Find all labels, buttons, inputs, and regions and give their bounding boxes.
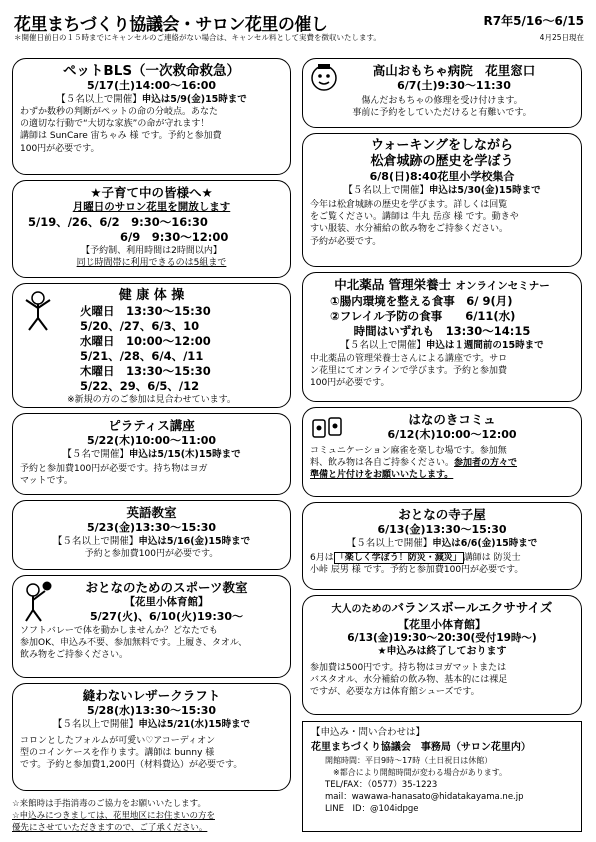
as-of-date: 4月25日現在 xyxy=(539,33,584,42)
condition: 【５名以上で開催】 xyxy=(346,537,433,549)
page-title: 花里まちづくり協議会・サロン花里の催し xyxy=(14,15,328,35)
deadline: 申込は１週間前の15時まで xyxy=(425,340,544,351)
card-title: バランスボールエクササイズ xyxy=(391,600,553,615)
card-hananoki-commu xyxy=(302,407,582,497)
description: 参加費は500円です。持ち物はヨガマットまたは バスタオル、水分補給の飲み物、基本的には裸足 ですが、必要な方は体育館シューズです。 xyxy=(310,662,508,697)
description: わずか数秒の判断がペットの命の分岐点。あなた の適切な行動で“大切な家族”の命が守れます！ 講師は SunCare 宙ちゃみ 様 です。予約と参加費 100円が必要です。 xyxy=(20,107,222,154)
description: 予約と参加費100円が必要です。 xyxy=(84,549,219,559)
condition: 【５名で開催】 xyxy=(62,448,129,460)
card-balance-ball xyxy=(302,595,582,715)
schedule-row: 火曜日 13:30～15:30 xyxy=(80,304,211,318)
card-title: おとなの寺子屋 xyxy=(398,507,486,522)
description: コミュニケーション麻雀を楽しむ場です。参加無 料、飲み物は各自ご持参ください。参加者の方々で 準備と片付けをお願いいたします。 xyxy=(310,445,518,480)
schedule-row: 5/19、/26、6/2 9:30～16:30 xyxy=(28,214,208,229)
card-title-suffix: オンラインセミナー xyxy=(455,280,550,292)
schedule-row: ②フレイル予防の食事 6/11(水) xyxy=(330,309,516,323)
contact-heading: 【申込み・問い合わせは】 xyxy=(311,727,426,738)
deadline: 申込は5/15(木)15時まで xyxy=(128,448,241,460)
schedule-row: 5/22、29、6/5、/12 xyxy=(80,379,200,393)
card-title: 健 康 体 操 xyxy=(118,288,185,303)
deadline: 申込は6/6(金)15時まで xyxy=(432,537,538,549)
volleyball-player-icon xyxy=(21,580,53,622)
venue: 【花里小体育館】 xyxy=(398,618,486,631)
card-pilates xyxy=(12,413,291,495)
exercise-icon xyxy=(21,290,55,332)
card-title: おとなのためのスポーツ教室 xyxy=(85,580,248,595)
contact-box xyxy=(302,721,582,832)
description: 6月は 「楽しく学ぼう！防災・減災」 講師は 防災士 小峠 辰男 様 です。予約と参加費100円が必要です。 xyxy=(310,553,524,576)
card-walking xyxy=(302,133,582,267)
description: 傷んだおもちゃの修理を受け付けます。 事前に予約をしていただけると有難いです。 xyxy=(352,95,532,118)
card-eigo xyxy=(12,500,291,570)
event-period: R7年5/16～6/15 xyxy=(483,14,584,28)
schedule-row: 木曜日 13:30～15:30 xyxy=(80,364,211,378)
card-omocha-byoin xyxy=(302,58,582,128)
note: ※新規の方のご参加は見合わせています。 xyxy=(67,395,236,405)
card-title: 縫わないレザークラフト xyxy=(82,688,221,703)
card-title: ウォーキングをしながら xyxy=(370,138,514,153)
condition: 【５名以上で開催】 xyxy=(52,718,139,730)
schedule-row: ①腸内環境を整える食事 6/ 9(月) xyxy=(330,294,513,308)
condition: 【５名以上で開催】 xyxy=(56,93,142,105)
card-subtitle: 月曜日のサロン花里を開放します xyxy=(72,201,231,213)
event-date: 5/22(木)10:00～11:00 xyxy=(86,434,217,447)
footer-notes xyxy=(12,798,292,834)
schedule-row: 5/21、/28、6/4、/11 xyxy=(80,349,204,363)
card-nakakita-seminar xyxy=(302,272,582,402)
toy-doctor-icon xyxy=(309,63,339,93)
card-title: 高山おもちゃ病院 花里窓口 xyxy=(372,63,536,78)
page-header xyxy=(14,10,584,42)
event-date: 5/27(火)、6/10(火)19:30～ xyxy=(89,609,244,623)
deadline: 申込は5/30(金)15時まで xyxy=(428,184,541,196)
tel-fax: TEL/FAX：（0577）35-1223 xyxy=(325,780,438,790)
deadline: 申込は5/9(金)15時まで xyxy=(141,93,247,105)
card-title: 英語教室 xyxy=(126,505,177,520)
description: 予約と参加費100円が必要です。持ち物はヨガ マットです。 xyxy=(20,464,208,487)
condition: 【５名以上で開催】 xyxy=(52,535,139,547)
deadline: 申込は5/21(水)15時まで xyxy=(138,718,251,730)
card-title-line2: 松倉城跡の歴史を学ぼう xyxy=(370,154,514,169)
opening-hours: 開館時間：平日9時～17時（土日祝日は休館） xyxy=(325,756,493,765)
event-date: 6/7(土)9:30～11:30 xyxy=(397,79,511,92)
card-title-prefix: 大人のための xyxy=(331,604,392,615)
condition: 【５名以上で開催】 xyxy=(343,184,429,196)
card-title: はなのきコミュ xyxy=(408,412,496,427)
description: ソフトバレーで体を動かしませんか？どなたでも 参加OK、申込み不要、参加無料です。上履き、タオル、 飲み物をご持参ください。 xyxy=(20,626,248,661)
description: 中北薬品の管理栄養士さんによる講座です。サロ ン花里にてオンラインで学びます。予約と参加費 100円が必要です。 xyxy=(310,353,508,388)
mahjong-tiles-icon xyxy=(311,416,345,440)
card-pet-bls xyxy=(12,58,291,175)
event-date: 6/12(木)10:00～12:00 xyxy=(387,428,517,441)
line-id: LINE ID：@104idpge xyxy=(325,804,419,814)
description: コロンとしたフォルムが可愛い♡アコーディオン 型のコインケースを作ります。講師は bunny 様 です。予約と参加費1,200円（材料費込）が必要です。 xyxy=(20,736,243,771)
card-title: ペットBLS（一次救命救急） xyxy=(62,63,241,79)
event-date: 5/17(土)14:00～16:00 xyxy=(86,79,217,92)
card-kenko-taiso xyxy=(12,283,291,408)
cancellation-notice: ＊開催日前日の１５時までにキャンセルのご連絡がない場合は、キャンセル料として実費を徴収いたします。 xyxy=(14,33,381,42)
condition: 【５名以上で開催】 xyxy=(340,340,426,351)
deadline: 申込は5/16(金)15時まで xyxy=(138,535,251,547)
card-terakoya xyxy=(302,502,582,590)
event-date: 6/13(金)19:30～20:30(受付19時～) xyxy=(347,631,537,644)
event-date: 5/28(水)13:30～15:30 xyxy=(86,704,217,717)
footer-note: ☆来館時は手指消毒のご協力をお願いいたします。 xyxy=(12,799,206,809)
event-date: 5/23(金)13:30～15:30 xyxy=(86,521,217,534)
card-sports xyxy=(12,575,291,678)
schedule-row: 水曜日 10:00～12:00 xyxy=(80,334,211,348)
closed-notice: ★申込みは終了しております xyxy=(377,646,507,657)
venue: 【花里小体育館】 xyxy=(124,596,209,608)
email-address[interactable]: mail：wawawa-hanasato@hidatakayama.ne.jp xyxy=(325,792,524,802)
card-title: ★子育て中の皆様へ★ xyxy=(90,185,213,200)
card-title: ピラティス講座 xyxy=(108,418,195,433)
event-date: 6/13(金)13:30～15:30 xyxy=(377,523,507,536)
hours-note: ※都合により開館時間が変わる場合があります。 xyxy=(333,768,508,777)
footer-note: 優先にさせていただきますので、ご了承ください。 xyxy=(12,823,208,833)
event-date: 6/8(日)8:40花里小学校集合 xyxy=(369,170,515,183)
description: 今年は松倉城跡の歴史を学びます。詳しくは回覧 をご覧ください。講師は 牛丸 岳彦 様 です。動きや すい服装、水分補給の飲み物をご持参ください。 予約が必要です。 xyxy=(310,200,519,247)
organization-name: 花里まちづくり協議会 事務局（サロン花里内） xyxy=(311,742,531,753)
footer-note: ☆申込みにつきましては、花里地区にお住まいの方を xyxy=(12,811,215,821)
card-kosodate xyxy=(12,180,291,278)
schedule-row: 6/9 9:30～12:00 xyxy=(120,229,229,244)
card-leather-craft xyxy=(12,683,291,791)
card-title: 中北薬品 管理栄養士 xyxy=(334,277,452,292)
schedule-row: 5/20、/27、6/3、10 xyxy=(80,319,200,333)
schedule-row: 時間はいずれも 13:30～14:15 xyxy=(353,324,531,338)
note: 【予約制、利用時間は2時間以内】 xyxy=(81,245,222,256)
note: 同じ時間帯に利用できるのは5組まで xyxy=(76,257,227,268)
